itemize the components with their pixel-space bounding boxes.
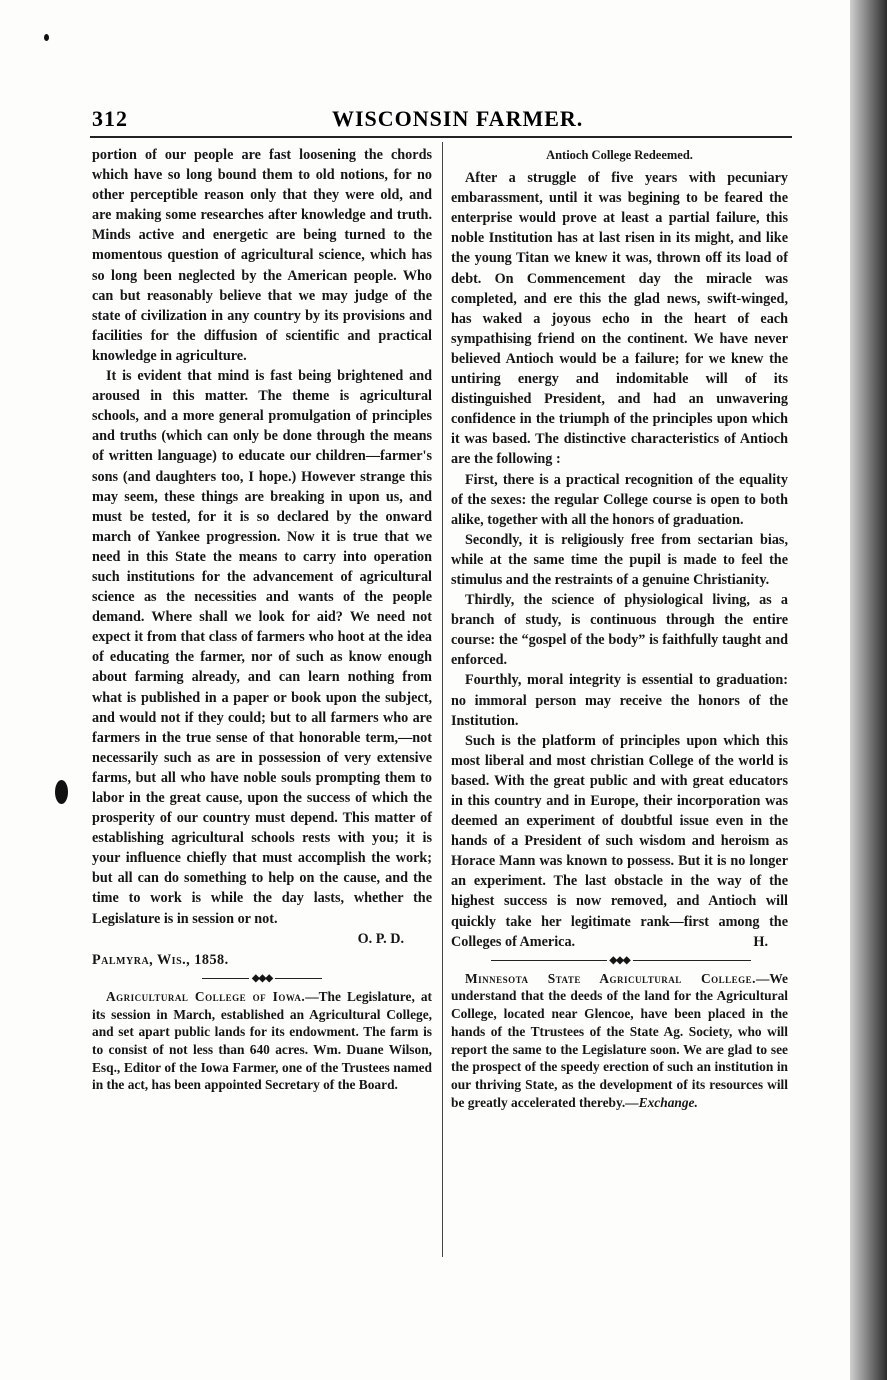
journal-title: WISCONSIN FARMER. xyxy=(332,106,584,131)
iowa-text: —The Legislature, at its session in March, established an Agricultural College, and set apart public lands for its endowment. The farm is to consist of not less than 640 acres. Wm. Duane Wilson, Esq., Editor of the Iowa Farmer, one of the Trustees named in the act, has been appointed Secretary of the Board. xyxy=(92,988,433,1093)
article-paragraph: It is evident that mind is fast being brightened and aroused in this matter. The theme is agricultural schools, and a more general promulgation of principles and truths (which can only be done through the means of written language) to educate our children—farmer's sons (and daughters too, I hope.) However strange this may seem, these things are breaking in upon us, and must be tested, for it is so declared by the onward march of Yankee progression. Now it is true that we need in this State the means to carry into operation such institutions for the advancement of agricultural science as the necessities and wants of the people demand. Where shall we look for aid? We need not expect it from that class of farmers who hoot at the idea of educating the farmer, nor of such as know enough about farming already, and can learn nothing from what is published in a paper or book upon the subject, and would not if they could; but to all farmers who are farmers in the true sense of that honorable term,—not necessarily such as are in possession of very extensive farms, but all who have noble souls prompting them to labor in the great cause, upon the success of which the prosperity of our country must depend. This matter of establishing agricultural schools rests with you; it is your influence chiefly that must accomplish the work; but all can do something to help on the cause, and the time to work is while the day lasts, whether the Legislature is in session or not. xyxy=(92,368,432,927)
article-paragraph: Fourthly, moral integrity is essential to graduation: no immoral person may receive the honors of the Institution. xyxy=(451,672,788,729)
section-ornament xyxy=(92,972,432,986)
right-column xyxy=(451,145,788,1111)
ink-spot xyxy=(44,34,49,41)
iowa-heading: Agricultural College of Iowa. xyxy=(106,988,306,1004)
section-ornament xyxy=(451,954,788,968)
minnesota-heading: Minnesota State Agricultural College. xyxy=(465,970,756,986)
dateline: Palmyra, Wis., 1858. xyxy=(92,951,229,968)
page-number: 312 xyxy=(92,106,128,131)
article-paragraph: Secondly, it is religiously free from sectarian bias, while at the same time the pupil is made to feel the stimulus and the restraints of a genuine Christianity. xyxy=(451,531,788,588)
minnesota-text: —We understand that the deeds of the land for the Agricultural College, located near Glencoe, have been placed in the hands of the Ttrustees of the State Ag. Society, who will report the same to the Legislature soon. We are glad to see the prospect of the speedy erection of such an institution in our thriving State, as the development of its resources will be greatly accelerated thereby. xyxy=(451,970,788,1110)
minnesota-item xyxy=(451,970,788,1112)
ornament-glyph: ◆◆◆ xyxy=(606,951,632,971)
article-paragraph: After a struggle of five years with pecuniary embarassment, until it was begining to be feared the enterprise would prove at least a partial failure, this noble Institution has at last risen in its might, and like the young Titan we knew it was, thrown off its load of debt. On Commencement day the miracle was completed, and ere this the glad news, swift-winged, has waked a joyous echo in the heart of each sympathising friend on the continent. We have never believed Antioch would be a failure; for we knew the untiring energy and indomitable will of its distinguished President, and had an unwavering confidence in the triumph of the principles upon which it was based. The distinctive characteristics of Antioch are the following : xyxy=(451,170,788,468)
source-credit: —Exchange. xyxy=(625,1094,698,1110)
article-heading: Antioch College Redeemed. xyxy=(546,148,693,162)
article-text: Such is the platform of principles upon which this most liberal and most christian College of the world is based. With the great public and with great educators in this country and in Europe, their incorporation was deemed an experiment of doubtful issue even in the hands of a President of such wisdom and heroism as Horace Mann was known to possess. But it is no longer an experiment. The last obstacle in the way of the highest success is now removed, and Antioch will quickly take her legitimate rank—first among the Colleges of America. xyxy=(451,732,788,950)
author-signature: H. xyxy=(753,933,768,950)
author-signature: O. P. D. xyxy=(357,930,404,947)
left-column xyxy=(92,145,432,1094)
header-rule xyxy=(90,136,792,138)
article-paragraph: First, there is a practical recognition of the equality of the sexes: the regular College course is open to both alike, together with all the honors of graduation. xyxy=(451,471,788,528)
iowa-item xyxy=(92,988,432,1094)
ink-blot xyxy=(55,780,68,804)
running-head xyxy=(92,106,792,136)
article-paragraph: Thirdly, the science of physiological living, as a branch of study, is continuous through the entire course: the “gospel of the body” is faithfully taught and enforced. xyxy=(451,592,788,669)
article-paragraph-final xyxy=(451,731,788,952)
column-divider xyxy=(442,142,443,1257)
ornament-glyph: ◆◆◆ xyxy=(249,969,275,989)
page-edge-shadow xyxy=(850,0,887,1380)
article-paragraph: portion of our people are fast loosening the chords which have so long bound them to old notions, for no other perceptible reason only that they were old, and are making some researches after knowledge and truth. Minds active and energetic are being turned to the momentous question of agricultural science, which has so long been neglected by the American people. Who can but reasonably believe that we may judge of the state of civilization in any country by its provisions and facilities for the diffusion of scientific and practical knowledge in agriculture. xyxy=(92,147,432,364)
